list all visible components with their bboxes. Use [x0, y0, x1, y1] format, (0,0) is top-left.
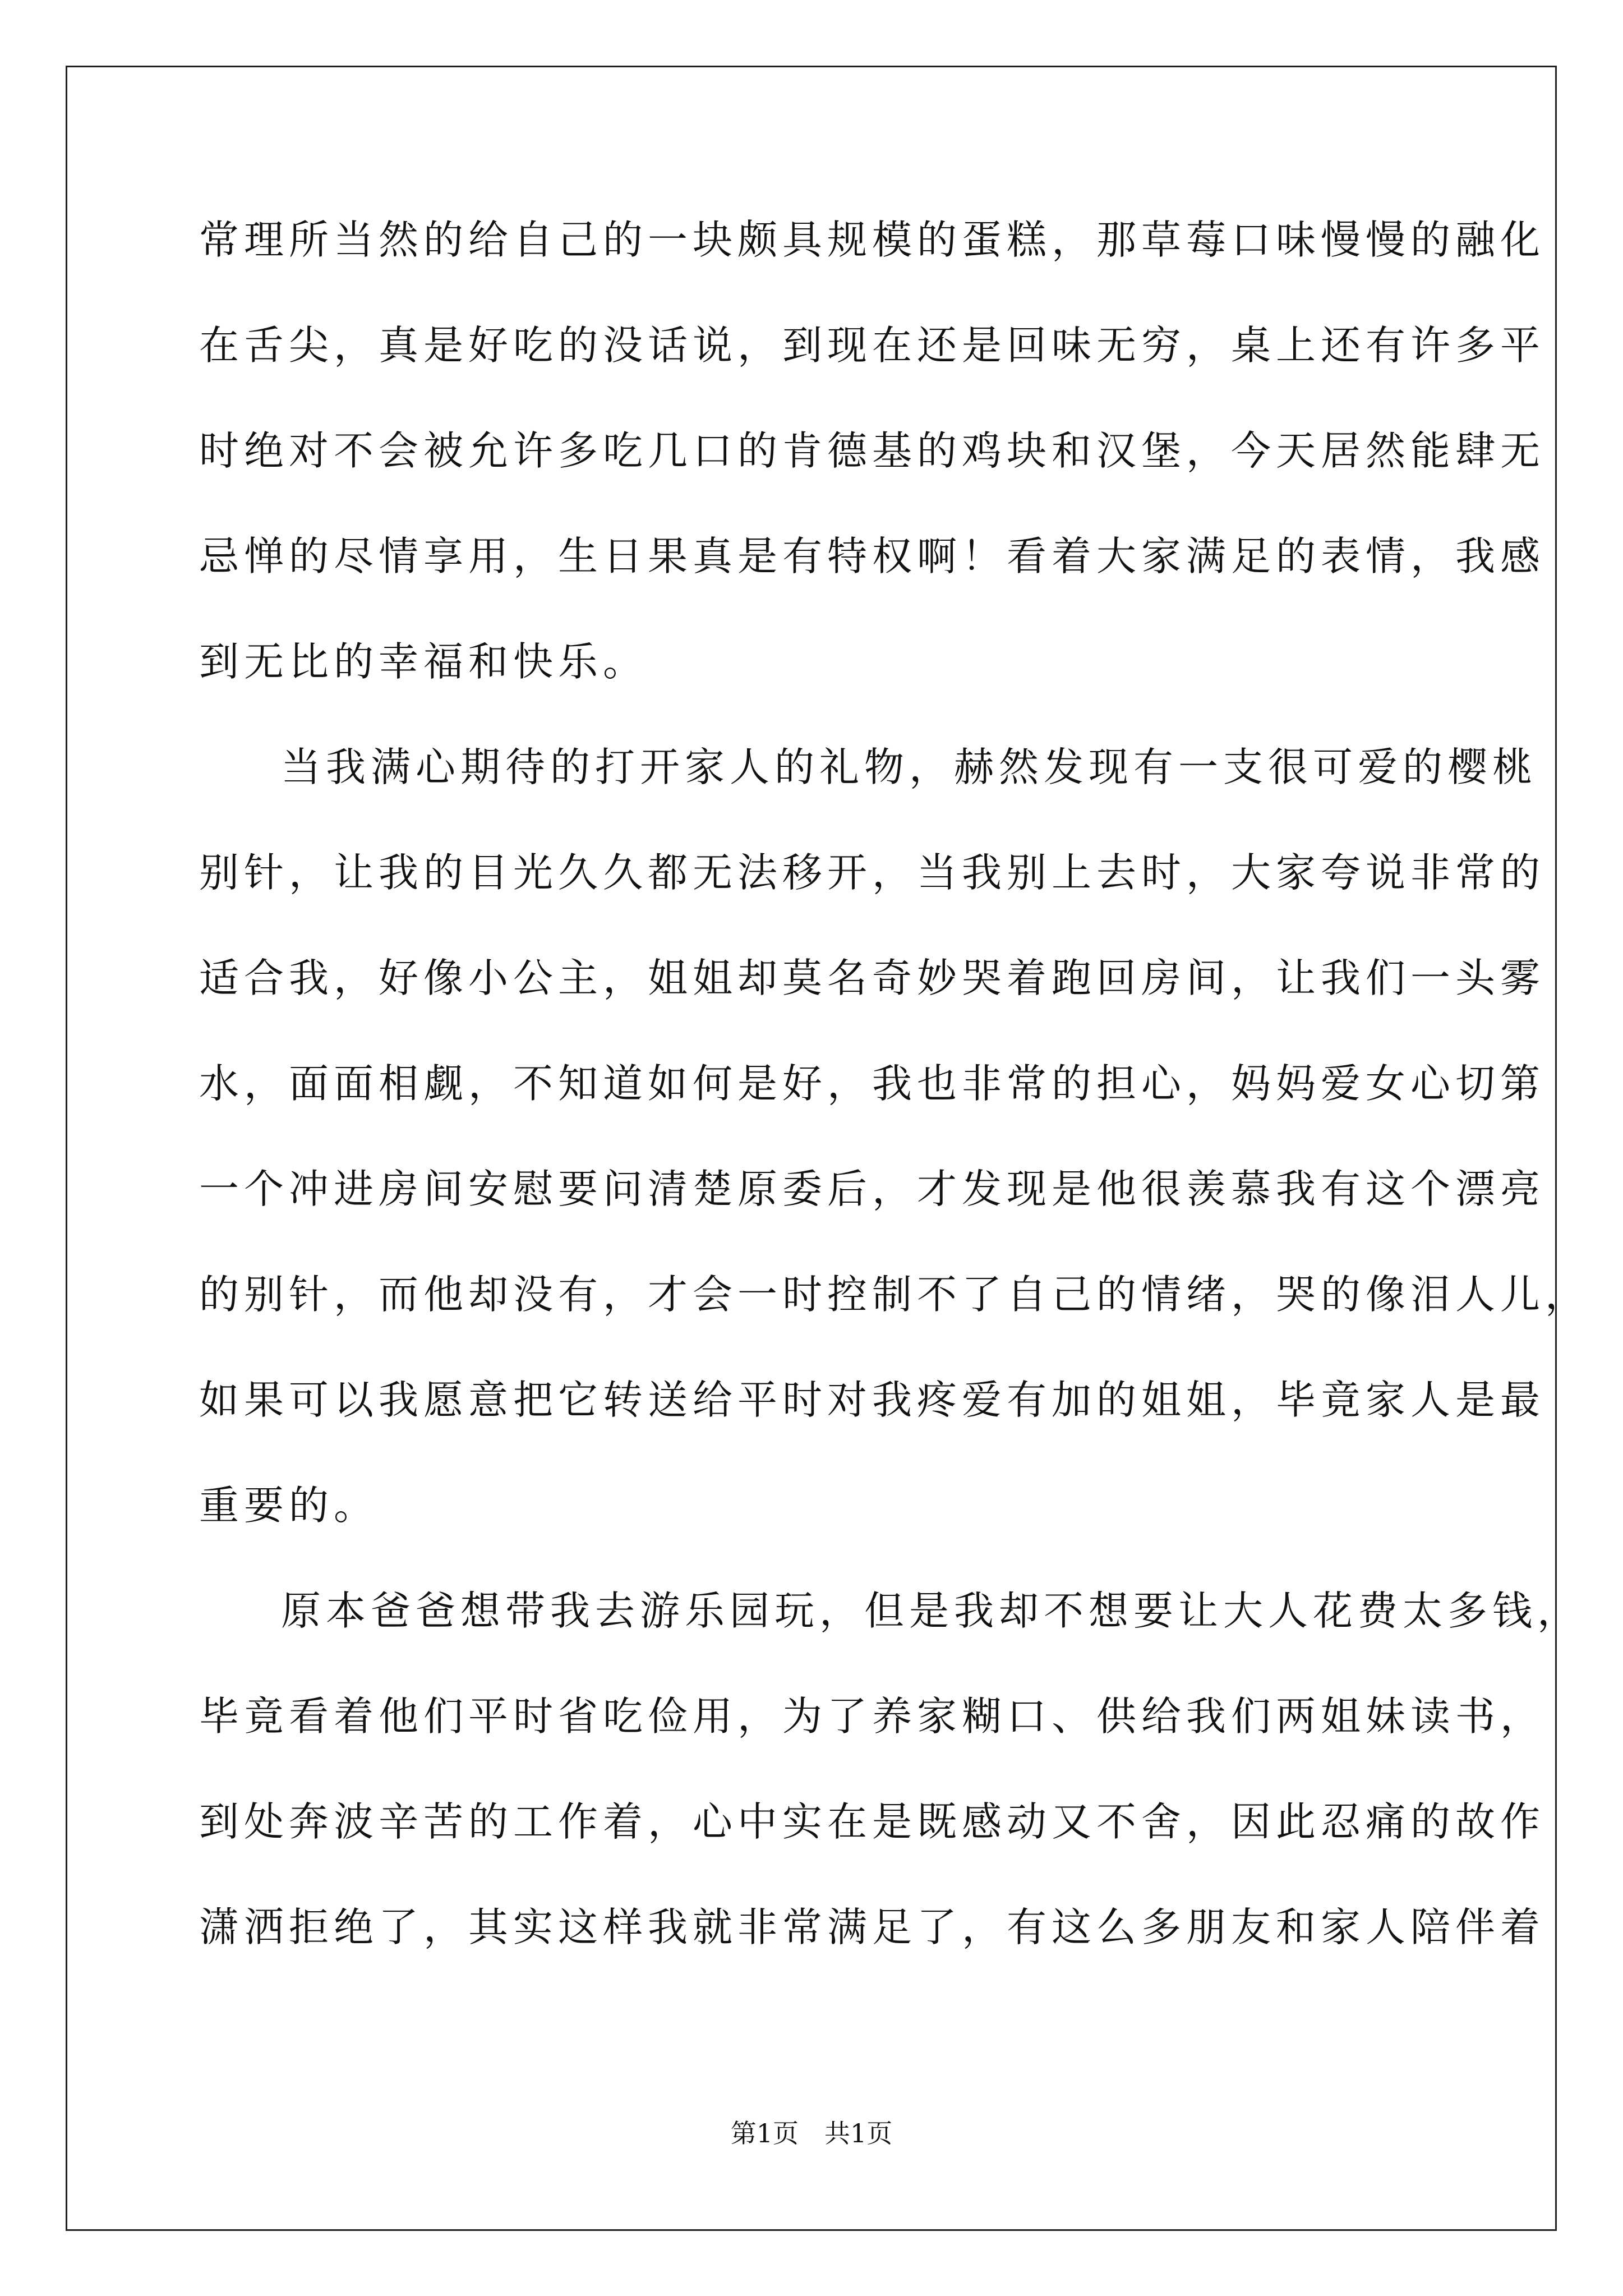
page-number: 第1页: [730, 2118, 799, 2148]
text-line: 适合我，好像小公主，姐姐却莫名奇妙哭着跑回房间，让我们一头雾: [199, 955, 1546, 1001]
text-line: 忌惮的尽情享用，生日果真是有特权啊！看着大家满足的表情，我感: [199, 533, 1546, 579]
page-total: 共1页: [824, 2118, 893, 2148]
text-line: 别针，让我的目光久久都无法移开，当我别上去时，大家夸说非常的: [199, 849, 1546, 896]
paragraph-first-line: 当我满心期待的打开家人的礼物，赫然发现有一支很可爱的樱桃: [281, 744, 1538, 790]
text-line: 在舌尖，真是好吃的没话说，到现在还是回味无穷，桌上还有许多平: [199, 322, 1546, 369]
text-line: 如果可以我愿意把它转送给平时对我疼爱有加的姐姐，毕竟家人是最: [199, 1377, 1546, 1423]
text-line: 毕竟看着他们平时省吃俭用，为了养家糊口、供给我们两姐妹读书，: [199, 1693, 1546, 1740]
text-line: 到无比的幸福和快乐。: [199, 638, 648, 685]
paragraph-first-line: 原本爸爸想带我去游乐园玩，但是我却不想要让大人花费太多钱，: [281, 1588, 1583, 1634]
page-footer: [0, 2116, 1623, 2150]
text-line: 一个冲进房间安慰要问清楚原委后，才发现是他很羡慕我有这个漂亮: [199, 1166, 1546, 1212]
text-line: 常理所当然的给自己的一块颇具规模的蛋糕，那草莓口味慢慢的融化: [199, 217, 1546, 263]
text-line: 潇洒拒绝了，其实这样我就非常满足了，有这么多朋友和家人陪伴着: [199, 1904, 1546, 1950]
text-line: 水，面面相觑，不知道如何是好，我也非常的担心，妈妈爱女心切第: [199, 1060, 1546, 1107]
text-line: 重要的。: [199, 1482, 379, 1529]
text-line: 的别针，而他却没有，才会一时控制不了自己的情绪，哭的像泪人儿，: [199, 1271, 1590, 1318]
text-line: 时绝对不会被允许多吃几口的肯德基的鸡块和汉堡，今天居然能肆无: [199, 427, 1546, 474]
document-body: [199, 208, 1590, 2000]
text-line: 到处奔波辛苦的工作着，心中实在是既感动又不舍，因此忍痛的故作: [199, 1798, 1546, 1845]
